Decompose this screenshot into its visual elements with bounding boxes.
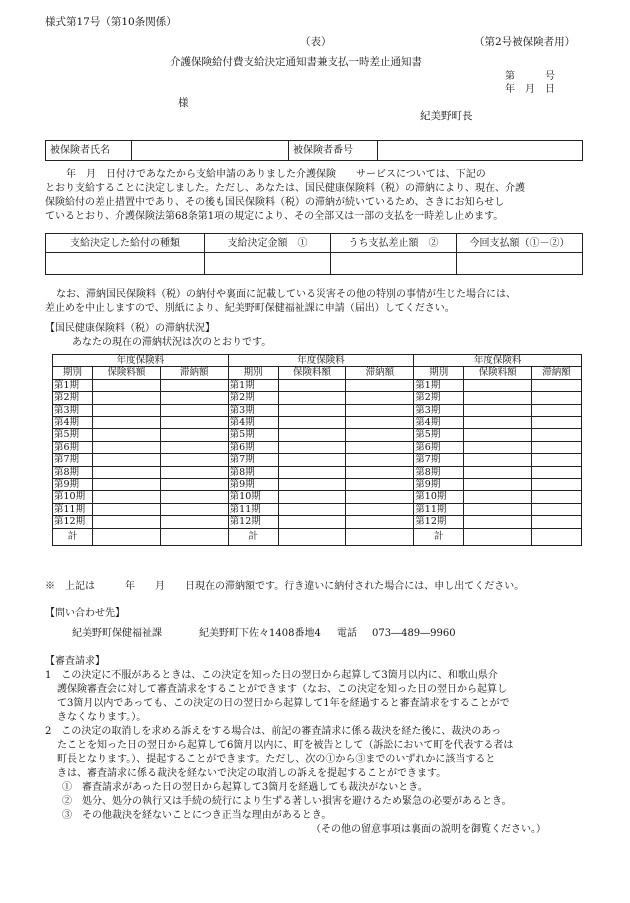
document-title: 介護保険給付費支給決定通知書兼支払一時差止通知書 — [170, 56, 422, 68]
arrears-period-label: 第8期 — [53, 466, 93, 478]
arrears-premium-cell — [464, 491, 532, 503]
arrears-period-label: 第11期 — [53, 503, 93, 515]
arrears-premium-cell — [92, 441, 160, 453]
insured-name-label: 被保険者氏名 — [46, 141, 132, 161]
arrears-period-label: 第4期 — [53, 417, 93, 429]
arrears-period-label: 第3期 — [53, 404, 93, 416]
arrears-amount-cell — [346, 454, 414, 466]
arrears-premium-cell — [464, 454, 532, 466]
arrears-premium-cell — [464, 392, 532, 404]
contact-phone-label: 電話 — [337, 628, 357, 639]
contact-address: 紀美野町下佐々1408番地4 — [199, 628, 321, 639]
arrears-row — [53, 516, 582, 528]
arrears-premium-cell — [278, 466, 346, 478]
arrears-row — [53, 454, 582, 466]
arrears-period-label: 第5期 — [228, 429, 278, 441]
arrears-row — [53, 379, 582, 391]
payment-value-withheld — [331, 253, 457, 275]
document-date: 年 月 日 — [505, 84, 555, 95]
arrears-row — [53, 404, 582, 416]
arrears-col-period: 期別 — [53, 367, 93, 379]
arrears-premium-cell — [278, 516, 346, 528]
arrears-amount-cell — [346, 441, 414, 453]
arrears-amount-cell — [346, 379, 414, 391]
insured-number-value — [378, 141, 583, 161]
arrears-period-label: 第7期 — [228, 454, 278, 466]
arrears-premium-cell — [278, 503, 346, 515]
arrears-row — [53, 441, 582, 453]
intro-line-2: とおり支給することに決定しました。ただし、あなたは、国民健康保険料（税）の滞納により、現在、介護 — [45, 183, 525, 194]
arrears-col-arrears: 滞納額 — [160, 367, 228, 379]
review-item1-line-4: きなくなります。）。 — [57, 712, 147, 723]
arrears-premium-cell — [278, 404, 346, 416]
arrears-amount-cell — [160, 503, 228, 515]
contact-heading: 【問い合わせ先】 — [45, 608, 125, 619]
arrears-heading: 【国民健康保険料（税）の滞納状況】 — [45, 323, 215, 334]
arrears-amount-cell — [346, 466, 414, 478]
arrears-premium-cell — [278, 454, 346, 466]
arrears-amount-cell — [160, 392, 228, 404]
arrears-amount-cell — [160, 454, 228, 466]
arrears-amount-cell — [160, 479, 228, 491]
arrears-year-label: 年度保険料 — [414, 355, 582, 367]
arrears-period-label: 第11期 — [414, 503, 464, 515]
arrears-period-label: 第6期 — [53, 441, 93, 453]
arrears-premium-cell — [464, 516, 532, 528]
arrears-row — [53, 429, 582, 441]
arrears-premium-cell — [464, 466, 532, 478]
arrears-period-label: 第6期 — [414, 441, 464, 453]
arrears-period-label: 第9期 — [414, 479, 464, 491]
arrears-amount-cell — [532, 466, 582, 478]
payment-header-kind: 支給決定した給付の種類 — [46, 234, 205, 253]
arrears-amount-cell — [532, 441, 582, 453]
arrears-amount-cell — [160, 491, 228, 503]
arrears-premium-cell — [92, 429, 160, 441]
arrears-col-period: 期別 — [228, 367, 278, 379]
arrears-period-label: 第9期 — [53, 479, 93, 491]
arrears-premium-cell — [278, 392, 346, 404]
arrears-amount-cell — [160, 516, 228, 528]
arrears-amount-cell — [160, 441, 228, 453]
arrears-amount-cell — [346, 429, 414, 441]
payment-header-amount: 支給決定金額 ① — [205, 234, 331, 253]
review-item2-line-1: 2 この決定の取消しを求める訴えをする場合は、前記の審査請求に係る裁決を経た後に、裁決のあっ — [45, 726, 502, 737]
arrears-period-label: 第3期 — [414, 404, 464, 416]
arrears-premium-cell — [92, 379, 160, 391]
review-item1-line-1: 1 この決定に不服があるときは、この決定を知った日の翌日から起算して3箇月以内に、和歌山県介 — [45, 670, 498, 681]
arrears-total-amount — [346, 528, 414, 545]
arrears-period-label: 第7期 — [414, 454, 464, 466]
insured-name-value — [132, 141, 289, 161]
form-number: 様式第17号（第10条関係） — [45, 16, 177, 28]
arrears-period-label: 第2期 — [53, 392, 93, 404]
arrears-amount-cell — [532, 404, 582, 416]
arrears-row — [53, 503, 582, 515]
arrears-intro: あなたの現在の滞納状況は次のとおりです。 — [72, 337, 272, 348]
intro-line-4: ているとおり、介護保険法第68条第1項の規定により、その全部又は一部の支払を一時差し止めます。 — [45, 211, 504, 222]
arrears-amount-cell — [532, 516, 582, 528]
arrears-total-premium — [278, 528, 346, 545]
arrears-period-label: 第8期 — [414, 466, 464, 478]
arrears-col-arrears: 滞納額 — [532, 367, 582, 379]
arrears-amount-cell — [532, 479, 582, 491]
arrears-period-label: 第7期 — [53, 454, 93, 466]
arrears-col-premium: 保険料額 — [278, 367, 346, 379]
arrears-row — [53, 479, 582, 491]
arrears-premium-cell — [92, 516, 160, 528]
arrears-premium-cell — [278, 417, 346, 429]
payment-value-kind — [46, 253, 205, 275]
contact-office: 紀美野町保健福祉課 — [72, 628, 162, 639]
review-sub-item-1: ① 審査請求があった日の翌日から起算して3箇月を経過しても裁決がないとき。 — [62, 782, 428, 793]
arrears-amount-cell — [532, 503, 582, 515]
arrears-total-amount — [160, 528, 228, 545]
arrears-period-label: 第8期 — [228, 466, 278, 478]
review-item2-line-3: 町長となります。）、提起することができます。ただし、次の①から③までのいずれかに該当すると — [57, 754, 496, 765]
arrears-period-label: 第2期 — [228, 392, 278, 404]
arrears-amount-cell — [160, 404, 228, 416]
arrears-premium-cell — [278, 479, 346, 491]
insured-type: （第2号被保険者用） — [474, 36, 576, 48]
arrears-premium-cell — [92, 392, 160, 404]
arrears-row — [53, 417, 582, 429]
arrears-year-label: 年度保険料 — [53, 355, 229, 367]
front-mark: （表） — [300, 36, 332, 48]
arrears-premium-cell — [278, 441, 346, 453]
arrears-premium-cell — [464, 479, 532, 491]
arrears-total-label: 計 — [414, 528, 464, 545]
arrears-period-label: 第3期 — [228, 404, 278, 416]
arrears-period-label: 第1期 — [228, 379, 278, 391]
payment-header-net: 今回支払額（①－②） — [457, 234, 583, 253]
arrears-premium-cell — [92, 454, 160, 466]
arrears-amount-cell — [532, 454, 582, 466]
arrears-amount-cell — [346, 491, 414, 503]
arrears-premium-cell — [278, 379, 346, 391]
arrears-premium-cell — [464, 441, 532, 453]
arrears-period-label: 第4期 — [228, 417, 278, 429]
arrears-amount-cell — [346, 417, 414, 429]
arrears-premium-cell — [464, 429, 532, 441]
arrears-amount-cell — [532, 429, 582, 441]
arrears-period-label: 第2期 — [414, 392, 464, 404]
arrears-col-period: 期別 — [414, 367, 464, 379]
arrears-amount-cell — [532, 417, 582, 429]
arrears-period-label: 第10期 — [53, 491, 93, 503]
arrears-premium-cell — [92, 404, 160, 416]
arrears-premium-cell — [464, 379, 532, 391]
arrears-total-premium — [464, 528, 532, 545]
arrears-premium-cell — [92, 479, 160, 491]
arrears-col-premium: 保険料額 — [92, 367, 160, 379]
arrears-premium-cell — [92, 417, 160, 429]
arrears-total-premium — [92, 528, 160, 545]
arrears-amount-cell — [160, 429, 228, 441]
review-item2-line-2: たことを知った日の翌日から起算して6箇月以内に、町を被告として（訴訟において町を代表する者は — [57, 740, 514, 751]
arrears-period-label: 第12期 — [53, 516, 93, 528]
arrears-amount-cell — [346, 404, 414, 416]
arrears-amount-cell — [346, 392, 414, 404]
arrears-table — [52, 354, 582, 546]
arrears-row — [53, 466, 582, 478]
arrears-period-label: 第10期 — [228, 491, 278, 503]
arrears-period-label: 第11期 — [228, 503, 278, 515]
payment-header-withheld: うち支払差止額 ② — [331, 234, 457, 253]
arrears-year-label: 年度保険料 — [228, 355, 414, 367]
arrears-amount-cell — [160, 466, 228, 478]
arrears-total-label: 計 — [53, 528, 93, 545]
arrears-premium-cell — [464, 503, 532, 515]
note-line-1: なお、滞納国民保険料（税）の納付や裏面に記載している災害その他の特別の事情が生じた場合には、 — [56, 289, 516, 300]
review-item1-line-3: て3箇月以内であっても、この決定の日の翌日から起算して1年を経過すると審査請求をすることがで — [57, 698, 510, 709]
arrears-premium-cell — [278, 491, 346, 503]
arrears-amount-cell — [346, 479, 414, 491]
arrears-amount-cell — [160, 379, 228, 391]
review-sub-item-3: ③ その他裁決を経ないことにつき正当な理由があるとき。 — [62, 810, 332, 821]
intro-line-3: 保険給付の差止措置中であり、その後も国民保険料（税）の滞納が続いているため、さきにお知らせし — [45, 197, 505, 208]
arrears-amount-cell — [346, 503, 414, 515]
arrears-total-amount — [532, 528, 582, 545]
arrears-premium-cell — [92, 466, 160, 478]
arrears-total-label: 計 — [228, 528, 278, 545]
arrears-col-arrears: 滞納額 — [346, 367, 414, 379]
arrears-period-label: 第6期 — [228, 441, 278, 453]
arrears-premium-cell — [92, 503, 160, 515]
arrears-amount-cell — [532, 491, 582, 503]
review-heading: 【審査請求】 — [45, 656, 105, 667]
arrears-period-label: 第10期 — [414, 491, 464, 503]
arrears-row — [53, 491, 582, 503]
asof-note: ※ 上記は 年 月 日現在の滞納額です。行き違いに納付された場合には、申し出てください。 — [45, 581, 525, 592]
arrears-col-premium: 保険料額 — [464, 367, 532, 379]
review-footer: （その他の留意事項は裏面の説明を御覧ください。） — [311, 824, 546, 835]
note-line-2: 差止めを中止しますので、別紙により、紀美野町保健福祉課に申請（届出）してください。 — [45, 303, 455, 314]
arrears-period-label: 第1期 — [53, 379, 93, 391]
arrears-amount-cell — [346, 516, 414, 528]
arrears-period-label: 第5期 — [414, 429, 464, 441]
arrears-period-label: 第9期 — [228, 479, 278, 491]
review-item1-line-2: 護保険審査会に対して審査請求をすることができます（なお、この決定を知った日の翌日から起算し — [57, 684, 507, 695]
review-sub-item-2: ② 処分、処分の執行又は手続の続行により生ずる著しい損害を避けるため緊急の必要があるとき。 — [62, 796, 512, 807]
insured-info-table — [45, 140, 583, 161]
addressee-suffix: 様 — [178, 97, 189, 109]
document-number: 第 号 — [505, 71, 555, 82]
arrears-period-label: 第12期 — [228, 516, 278, 528]
review-item2-line-4: きは、審査請求に係る裁決を経ないで決定の取消しの訴えを提起することができます。 — [57, 768, 447, 779]
arrears-premium-cell — [464, 417, 532, 429]
arrears-period-label: 第5期 — [53, 429, 93, 441]
arrears-premium-cell — [464, 404, 532, 416]
arrears-amount-cell — [532, 379, 582, 391]
arrears-amount-cell — [160, 417, 228, 429]
arrears-premium-cell — [278, 429, 346, 441]
intro-line-1: 年 月 日付けであなたから支給申請のありました介護保険 サービスについては、下記の — [66, 169, 486, 180]
arrears-row — [53, 392, 582, 404]
arrears-period-label: 第4期 — [414, 417, 464, 429]
arrears-period-label: 第1期 — [414, 379, 464, 391]
contact-phone: 073―489―9960 — [372, 628, 456, 639]
insured-number-label: 被保険者番号 — [289, 141, 378, 161]
payment-value-net — [457, 253, 583, 275]
payment-table — [45, 233, 583, 275]
arrears-amount-cell — [532, 392, 582, 404]
arrears-premium-cell — [92, 491, 160, 503]
arrears-period-label: 第12期 — [414, 516, 464, 528]
issuer: 紀美野町長 — [420, 110, 473, 122]
payment-value-amount — [205, 253, 331, 275]
